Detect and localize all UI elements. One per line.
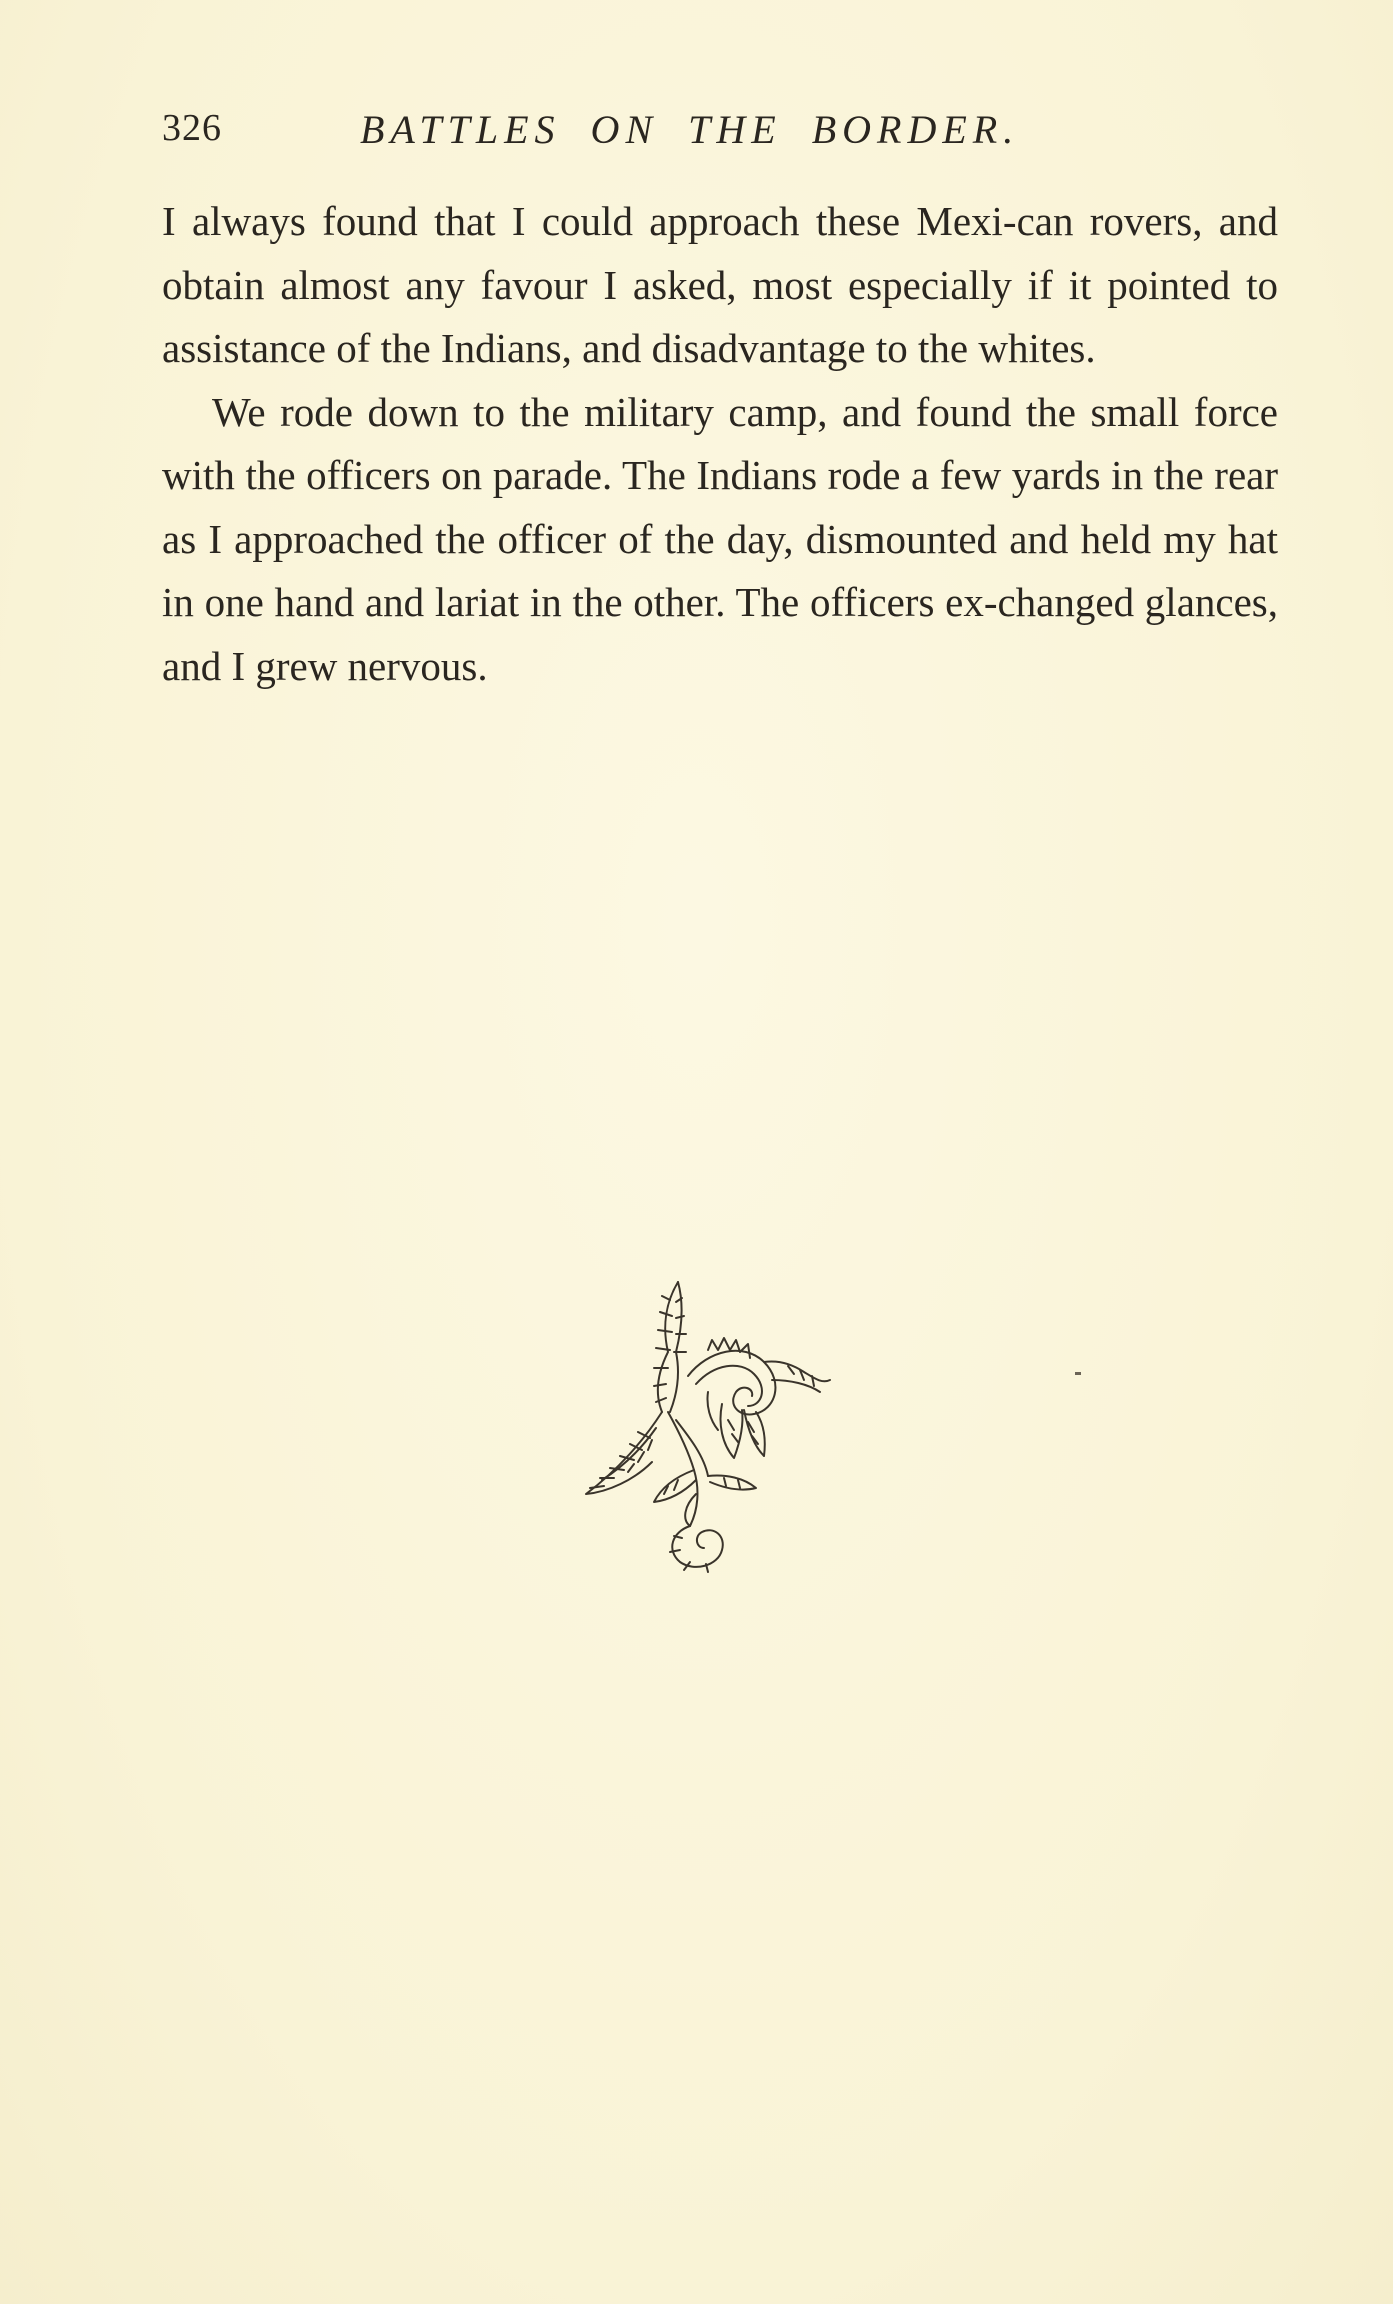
running-head (162, 106, 1282, 156)
acanthus-leaf-tailpiece-icon (558, 1280, 878, 1580)
paragraph-2: We rode down to the military camp, and found the small force with the officers on parade. The Indians rode a few yards in the rear as I approached the officer of the day, dismounted and held my hat in one hand and lariat in the other. The officers ex-changed glances, and I grew nervous. (162, 388, 1278, 689)
body-text (162, 190, 1278, 698)
page-number: 326 (162, 107, 222, 149)
running-title: BATTLES ON THE BORDER. (360, 107, 1020, 152)
paragraph-1: I always found that I could approach these Mexi-can rovers, and obtain almost any favour I asked, most especially if it pointed to assistance of the Indians, and disadvantage to the whites. (162, 198, 1278, 371)
ink-speck (1075, 1372, 1081, 1375)
